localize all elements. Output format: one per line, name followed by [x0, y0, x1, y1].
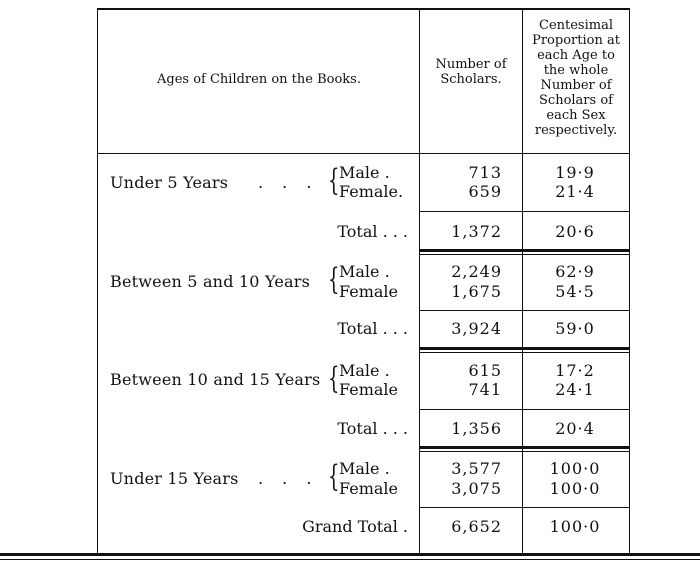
grand-total-number: 6,652	[451, 517, 502, 536]
header-rule	[97, 153, 630, 154]
total-proportion: 20·6	[555, 222, 595, 241]
number-cell: 615	[468, 361, 502, 380]
total-number: 1,372	[451, 222, 502, 241]
header-ages: Ages of Children on the Books.	[157, 72, 361, 87]
total-rule-bottom-thin	[419, 254, 630, 255]
total-rule-bottom-thin	[419, 451, 630, 452]
leader-dots: . . .	[258, 173, 319, 192]
number-cell: 1,675	[451, 282, 502, 301]
bottom-rule	[0, 553, 700, 556]
grand-total-rule-top	[419, 507, 630, 508]
total-rule-top	[419, 211, 630, 212]
right-border	[629, 8, 630, 553]
sex-female: Female.	[339, 182, 404, 201]
number-cell: 741	[468, 380, 502, 399]
proportion-cell: 100·0	[549, 479, 601, 498]
proportion-cell: 54·5	[555, 282, 595, 301]
total-rule-bottom	[419, 347, 630, 350]
grand-total-label: Grand Total .	[302, 517, 408, 536]
total-rule-bottom	[419, 446, 630, 449]
sex-female: Female	[339, 479, 398, 498]
leader-dots: . . .	[258, 469, 319, 488]
total-proportion: 20·4	[555, 419, 595, 438]
brace: {	[328, 361, 340, 396]
sex-female: Female	[339, 380, 398, 399]
sex-male: Male .	[339, 262, 390, 281]
group-label: Under 15 Years	[110, 469, 239, 488]
group-label: Between 5 and 10 Years	[110, 272, 311, 291]
total-rule-top	[419, 310, 630, 311]
brace: {	[328, 459, 340, 494]
total-label: Total . . .	[337, 319, 408, 338]
proportion-cell: 24·1	[555, 380, 595, 399]
total-proportion: 59·0	[555, 319, 595, 338]
proportion-cell: 100·0	[549, 459, 601, 478]
col-divider-2	[522, 8, 523, 553]
brace: {	[328, 163, 340, 198]
total-number: 1,356	[451, 419, 502, 438]
total-number: 3,924	[451, 319, 502, 338]
number-cell: 659	[468, 182, 502, 201]
number-cell: 713	[468, 163, 502, 182]
number-cell: 3,075	[451, 479, 502, 498]
header-proportion: Centesimal Proportion at each Age to the whole Number of Scholars of each Sex respectively.	[532, 18, 620, 138]
brace: {	[328, 262, 340, 297]
number-cell: 3,577	[451, 459, 502, 478]
sex-male: Male .	[339, 163, 390, 182]
number-cell: 2,249	[451, 262, 502, 281]
proportion-cell: 62·9	[555, 262, 595, 281]
total-rule-bottom-thin	[419, 352, 630, 353]
total-label: Total . . .	[337, 419, 408, 438]
proportion-cell: 19·9	[555, 163, 595, 182]
bottom-rule-thin	[0, 559, 700, 560]
header-number: Number of Scholars.	[435, 57, 507, 87]
group-label: Between 10 and 15 Years	[110, 370, 321, 389]
proportion-cell: 17·2	[555, 361, 595, 380]
left-border	[97, 8, 98, 553]
col-divider-1	[419, 8, 420, 553]
top-rule	[97, 8, 630, 10]
sex-male: Male .	[339, 361, 390, 380]
group-label: Under 5 Years	[110, 173, 229, 192]
total-rule-top	[419, 409, 630, 410]
total-rule-bottom	[419, 249, 630, 252]
proportion-cell: 21·4	[555, 182, 595, 201]
total-label: Total . . .	[337, 222, 408, 241]
sex-female: Female	[339, 282, 398, 301]
sex-male: Male .	[339, 459, 390, 478]
grand-total-proportion: 100·0	[549, 517, 601, 536]
